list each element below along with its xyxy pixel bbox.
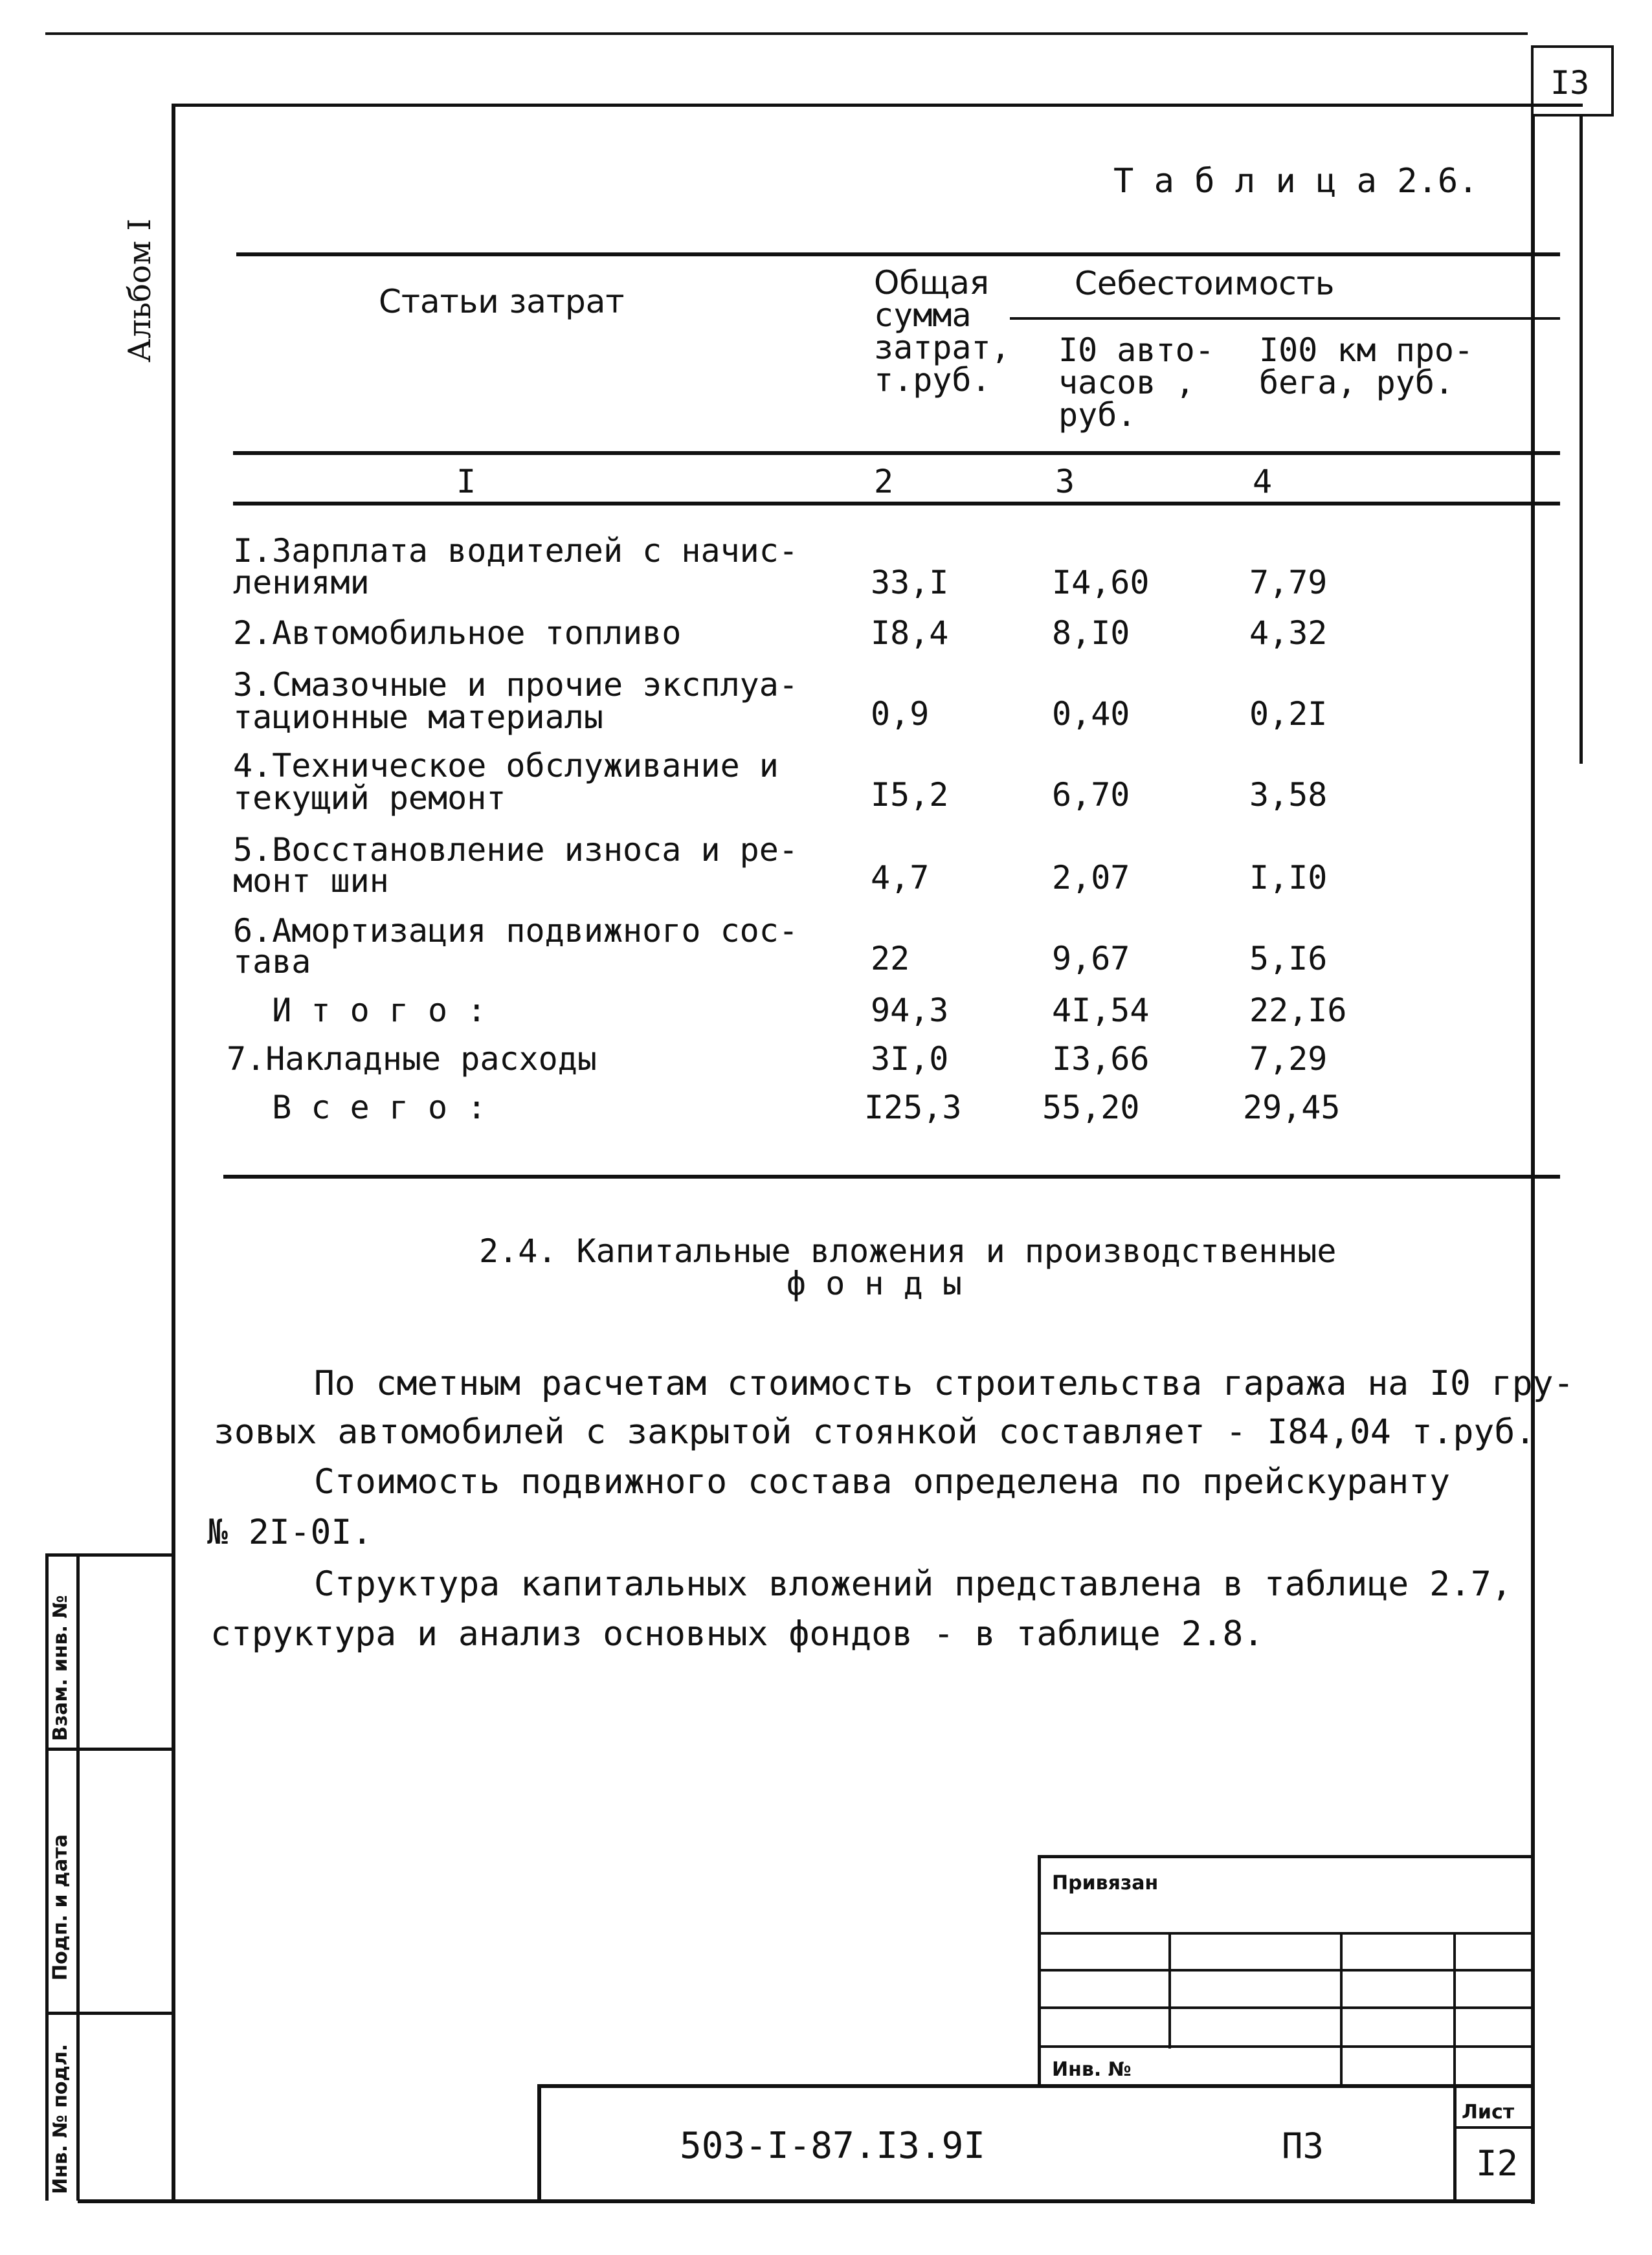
para-line-6: структура и анализ основных фондов - в таблице 2.8. — [210, 1614, 1264, 1654]
privyazan-col-2 — [1340, 1932, 1343, 2087]
row7-per10h: I3,66 — [1052, 1040, 1150, 1078]
header-col2-l2: сумма — [874, 296, 972, 334]
row1-label-l1: I.Зарплата водителей с начис- — [233, 532, 798, 570]
row1-per100km: 7,79 — [1249, 564, 1328, 601]
table-rule-colnums — [233, 502, 1560, 505]
row5-total: 4,7 — [871, 859, 930, 896]
header-col4-l1: I00 км про- — [1259, 331, 1474, 369]
row6-total: 22 — [871, 940, 910, 977]
privyazan-col-3 — [1453, 1932, 1456, 2087]
side-stamp-div2 — [45, 2012, 175, 2015]
privyazan-rule-4 — [1038, 2045, 1534, 2048]
table-rule-bottom — [223, 1175, 1560, 1179]
section-heading-l2: ф о н д ы — [787, 1265, 962, 1302]
table-rule-top — [236, 252, 1560, 256]
sheet-label: Лист — [1462, 2101, 1515, 2124]
colnum-3: 3 — [1055, 463, 1075, 500]
side-stamp-div1 — [45, 1748, 175, 1751]
para-line-1: По сметным расчетам стоимость строительства гаража на I0 гру- — [314, 1364, 1574, 1403]
privyazan-label: Привязан — [1052, 1872, 1159, 1894]
top-edge-line — [45, 32, 1528, 35]
row3-total: 0,9 — [871, 695, 930, 733]
sheet-number: I2 — [1476, 2143, 1519, 2184]
side-stamp-top — [45, 1553, 175, 1557]
row6-per100km: 5,I6 — [1249, 940, 1328, 977]
header-col2-l1: Общая — [874, 264, 990, 302]
row1-total: 33,I — [871, 564, 949, 601]
row4-label-l2: текущий ремонт — [233, 779, 506, 817]
table-rule-header — [233, 451, 1560, 455]
grandtotal-label: В с е г о : — [233, 1089, 487, 1126]
privyazan-rule-1 — [1038, 1932, 1534, 1935]
row5-per10h: 2,07 — [1052, 859, 1130, 896]
row4-label-l1: 4.Техническое обслуживание и — [233, 747, 779, 784]
side-stamp-mid — [76, 1553, 80, 2201]
header-col2-l3: затрат, — [874, 329, 1010, 366]
row5-per100km: I,I0 — [1249, 859, 1328, 896]
para-line-3: Стоимость подвижного состава определена по прейскуранту — [314, 1462, 1450, 1502]
subtotal-total: 94,3 — [871, 992, 949, 1029]
grandtotal-per10h: 55,20 — [1042, 1089, 1140, 1126]
row2-label: 2.Автомобильное топливо — [233, 614, 682, 652]
row3-label-l2: тационные материалы — [233, 698, 603, 736]
table-caption: Т а б л и ц а 2.6. — [1113, 162, 1479, 201]
row1-label-l2: лениями — [233, 564, 370, 601]
header-col2-l4: т.руб. — [874, 361, 991, 399]
side-inv-podl: Инв. № подл. — [49, 2043, 72, 2194]
row3-per10h: 0,40 — [1052, 695, 1130, 733]
row1-per10h: I4,60 — [1052, 564, 1150, 601]
frame-top — [172, 104, 1583, 107]
row4-total: I5,2 — [871, 776, 949, 814]
section-code: ПЗ — [1282, 2126, 1324, 2166]
header-col3-l3: руб. — [1058, 396, 1137, 434]
row5-label-l1: 5.Восстановление износа и ре- — [233, 831, 798, 869]
colnum-2: 2 — [874, 463, 894, 500]
header-group: Себестоимость — [1075, 265, 1335, 302]
subtotal-label: И т о г о : — [233, 992, 487, 1029]
privyazan-rule-2 — [1038, 1969, 1534, 1972]
row6-label-l2: тава — [233, 943, 311, 981]
header-col3-l2: часов , — [1058, 364, 1195, 401]
row7-label: 7.Накладные расходы — [227, 1040, 597, 1078]
album-label: Альбом I — [122, 218, 158, 362]
privyazan-rule-3 — [1038, 2006, 1534, 2009]
subtotal-per100km: 22,I6 — [1249, 992, 1347, 1029]
row4-per100km: 3,58 — [1249, 776, 1328, 814]
row3-label-l1: 3.Смазочные и прочие эксплуа- — [233, 666, 798, 704]
row6-label-l1: 6.Амортизация подвижного сос- — [233, 912, 798, 950]
para-line-2: зовых автомобилей с закрытой стоянкой составляет - I84,04 т.руб. — [214, 1412, 1536, 1452]
header-col3-l1: I0 авто- — [1058, 331, 1214, 369]
row7-total: 3I,0 — [871, 1040, 949, 1078]
grandtotal-total: I25,3 — [864, 1089, 962, 1126]
row6-per10h: 9,67 — [1052, 940, 1130, 977]
inv-no-label: Инв. № — [1052, 2058, 1132, 2081]
frame-left — [172, 104, 175, 2201]
colnum-4: 4 — [1253, 463, 1273, 500]
grandtotal-per100km: 29,45 — [1243, 1089, 1341, 1126]
row2-total: I8,4 — [871, 614, 949, 652]
header-col4-l2: бега, руб. — [1259, 364, 1455, 401]
section-heading-l1: 2.4. Капитальные вложения и производственные — [479, 1232, 1337, 1270]
page-number-top: I3 — [1550, 64, 1590, 102]
row5-label-l2: монт шин — [233, 862, 389, 900]
privyazan-col-1 — [1168, 1932, 1171, 2049]
para-line-4: № 2I-0I. — [207, 1513, 373, 1552]
row2-per10h: 8,I0 — [1052, 614, 1130, 652]
para-line-5: Структура капитальных вложений представлена в таблице 2.7, — [314, 1564, 1512, 1604]
table-rule-group — [1010, 317, 1560, 320]
side-vzam-inv: Взам. инв. № — [49, 1595, 72, 1741]
header-col1: Статьи затрат — [379, 283, 625, 320]
title-block-top — [537, 2084, 1534, 2088]
frame-right-outer — [1579, 117, 1583, 764]
colnum-1: I — [456, 463, 476, 500]
row7-per100km: 7,29 — [1249, 1040, 1328, 1078]
row3-per100km: 0,2I — [1249, 695, 1328, 733]
frame-bottom — [78, 2199, 1534, 2203]
doc-code: 503-I-87.I3.9I — [680, 2125, 986, 2167]
row4-per10h: 6,70 — [1052, 776, 1130, 814]
subtotal-per10h: 4I,54 — [1052, 992, 1150, 1029]
title-block-left — [537, 2084, 541, 2201]
side-podp-data: Подп. и дата — [49, 1834, 72, 1981]
side-stamp-left — [45, 1553, 49, 2201]
row2-per100km: 4,32 — [1249, 614, 1328, 652]
title-block-sheet-divider — [1453, 2084, 1457, 2201]
